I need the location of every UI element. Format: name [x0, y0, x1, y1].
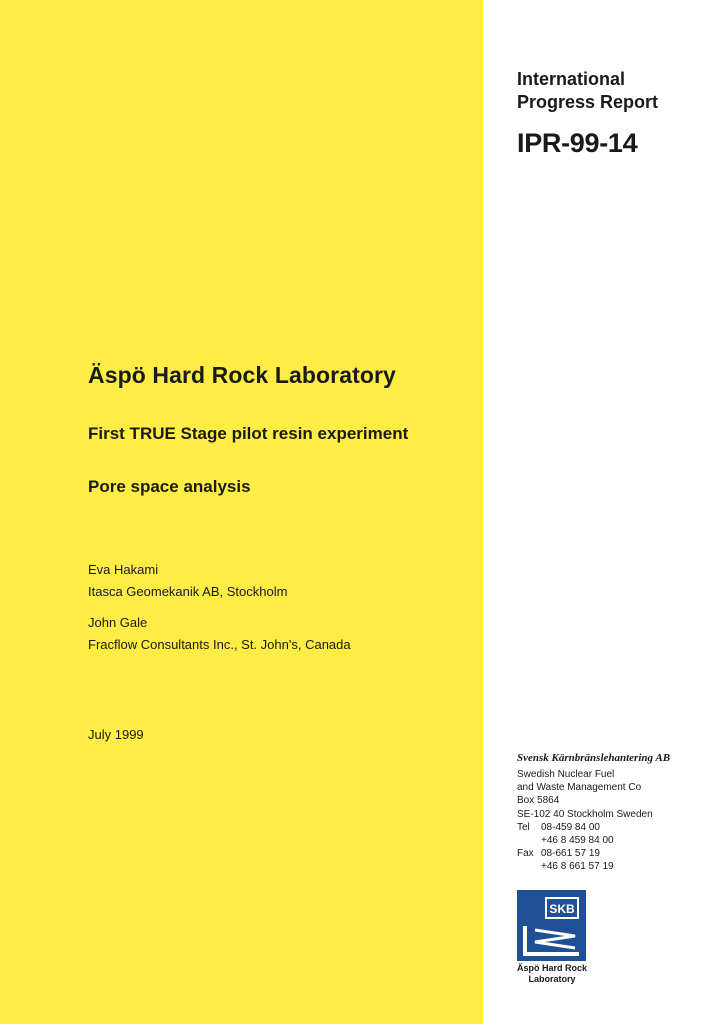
fax-label: Fax: [517, 848, 534, 860]
report-subtitle: First TRUE Stage pilot resin experiment: [88, 424, 409, 443]
phone-line: [517, 821, 653, 834]
tel-number-intl: +46 8 459 84 00: [541, 834, 614, 846]
report-series: [517, 68, 658, 114]
author-affiliation: Itasca Geomekanik AB, Stockholm: [88, 584, 288, 599]
fax-number-intl: +46 8 661 57 19: [541, 861, 614, 873]
publication-date: July 1999: [88, 727, 144, 742]
tel-label: Tel: [517, 821, 530, 833]
address-line: SE-102 40 Stockholm Sweden: [517, 808, 653, 820]
logo-caption-line: Äspö Hard Rock: [517, 963, 588, 973]
skb-logo-icon: [517, 890, 586, 961]
fax-line: [517, 847, 653, 860]
series-line: Progress Report: [517, 92, 659, 112]
author-name: Eva Hakami: [88, 562, 159, 577]
address-line: Swedish Nuclear Fuel: [517, 769, 615, 780]
series-line: International: [517, 69, 626, 89]
report-title: Äspö Hard Rock Laboratory: [88, 362, 396, 388]
phone-line: [517, 834, 653, 847]
logo-caption-line: Laboratory: [528, 974, 576, 984]
address-line: and Waste Management Co: [517, 782, 642, 794]
report-number: IPR-99-14: [517, 128, 638, 158]
publisher-address: [517, 768, 653, 874]
svg-text:SKB: SKB: [549, 902, 575, 916]
author-name: John Gale: [88, 615, 148, 630]
logo-caption: [517, 963, 587, 985]
report-subtitle-2: Pore space analysis: [88, 477, 251, 496]
tel-number: 08-459 84 00: [541, 821, 600, 833]
author-affiliation: Fracflow Consultants Inc., St. John's, Canada: [88, 637, 351, 652]
publisher-name: Svensk Kärnbränslehantering AB: [517, 752, 671, 764]
fax-number: 08-661 57 19: [541, 848, 600, 860]
fax-line: [517, 860, 653, 873]
address-line: Box 5864: [517, 795, 560, 807]
